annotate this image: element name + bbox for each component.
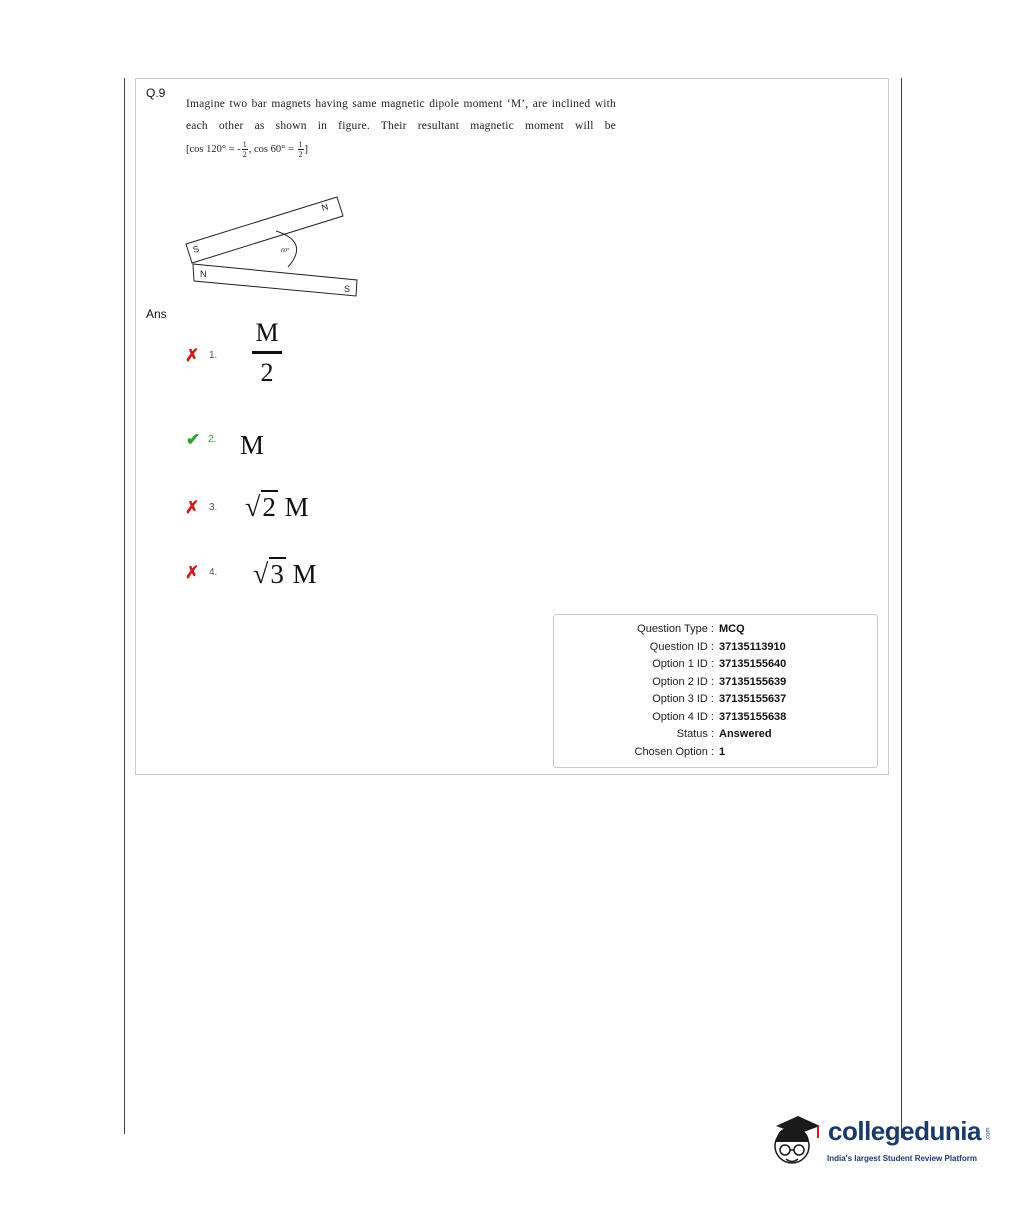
hint-middle: , cos 60° = xyxy=(248,143,294,155)
hint-fraction-1: $\frac{1}{2}$ xyxy=(242,140,247,159)
option-1-number: 1. xyxy=(209,350,218,361)
info-row: Question Type : MCQ xyxy=(637,623,745,635)
magnet-2-left-pole: N xyxy=(200,269,207,279)
answer-label: Ans xyxy=(146,307,167,321)
info-row: Option 4 ID : 37135155638 xyxy=(652,711,787,723)
question-text: Imagine two bar magnets having same magnetic dipole moment ‘M’, are inclined with each other as shown in figure. Their resultant magnetic moment will be xyxy=(186,98,616,132)
hint-fraction-2: $\frac{1}{2}$ xyxy=(298,140,303,159)
magnet-1-left-pole: S xyxy=(191,243,201,255)
angle-label: 60° xyxy=(281,248,290,254)
sqrt-symbol: √3 xyxy=(253,559,284,590)
magnet-1 xyxy=(186,197,343,263)
option-3-suffix: M xyxy=(284,492,309,522)
sqrt-symbol: √2 xyxy=(245,492,276,523)
brand-name: collegedunia xyxy=(828,1116,981,1146)
option-1-numerator: M xyxy=(255,318,279,347)
hint-suffix: ] xyxy=(304,143,308,155)
fraction-bar xyxy=(252,351,282,354)
info-row: Option 2 ID : 37135155639 xyxy=(652,676,787,688)
info-row: Option 1 ID : 37135155640 xyxy=(652,658,787,670)
magnet-1-right-pole: N xyxy=(320,201,330,213)
correct-check-icon: ✔ xyxy=(186,430,201,449)
option-4-expression xyxy=(253,557,317,591)
brand-suffix: .com xyxy=(985,1127,992,1141)
wrong-mark-icon: ✗ xyxy=(185,498,200,517)
info-row: Chosen Option : 1 xyxy=(634,746,726,758)
option-3-expression xyxy=(245,490,309,524)
cosine-hint xyxy=(186,140,308,159)
mascot-logo-icon xyxy=(768,1104,828,1174)
wrong-mark-icon: ✗ xyxy=(185,563,200,582)
brand-tagline: India's largest Student Review Platform xyxy=(827,1154,977,1163)
magnet-2 xyxy=(193,264,357,296)
hint-prefix: [cos 120° = - xyxy=(186,143,241,155)
magnet-2-right-pole: S xyxy=(344,284,351,294)
option-2-text: M xyxy=(240,430,265,460)
page-left-border xyxy=(124,78,125,1134)
option-4-suffix: M xyxy=(292,559,317,589)
wrong-mark-icon: ✗ xyxy=(185,346,200,365)
option-4-number: 4. xyxy=(209,567,218,578)
info-row: Status : Answered xyxy=(676,728,772,740)
page-right-border xyxy=(901,78,902,1138)
option-1-fraction xyxy=(252,318,282,388)
bar-magnets-figure xyxy=(180,190,380,310)
info-row: Option 3 ID : 37135155637 xyxy=(652,693,787,705)
option-2-number: 2. xyxy=(208,434,217,445)
option-3-number: 3. xyxy=(209,502,218,513)
info-row: Question ID : 37135113910 xyxy=(649,641,786,653)
question-info-panel xyxy=(553,614,878,768)
question-number: Q.9 xyxy=(146,86,166,100)
option-1-denominator: 2 xyxy=(260,358,274,387)
